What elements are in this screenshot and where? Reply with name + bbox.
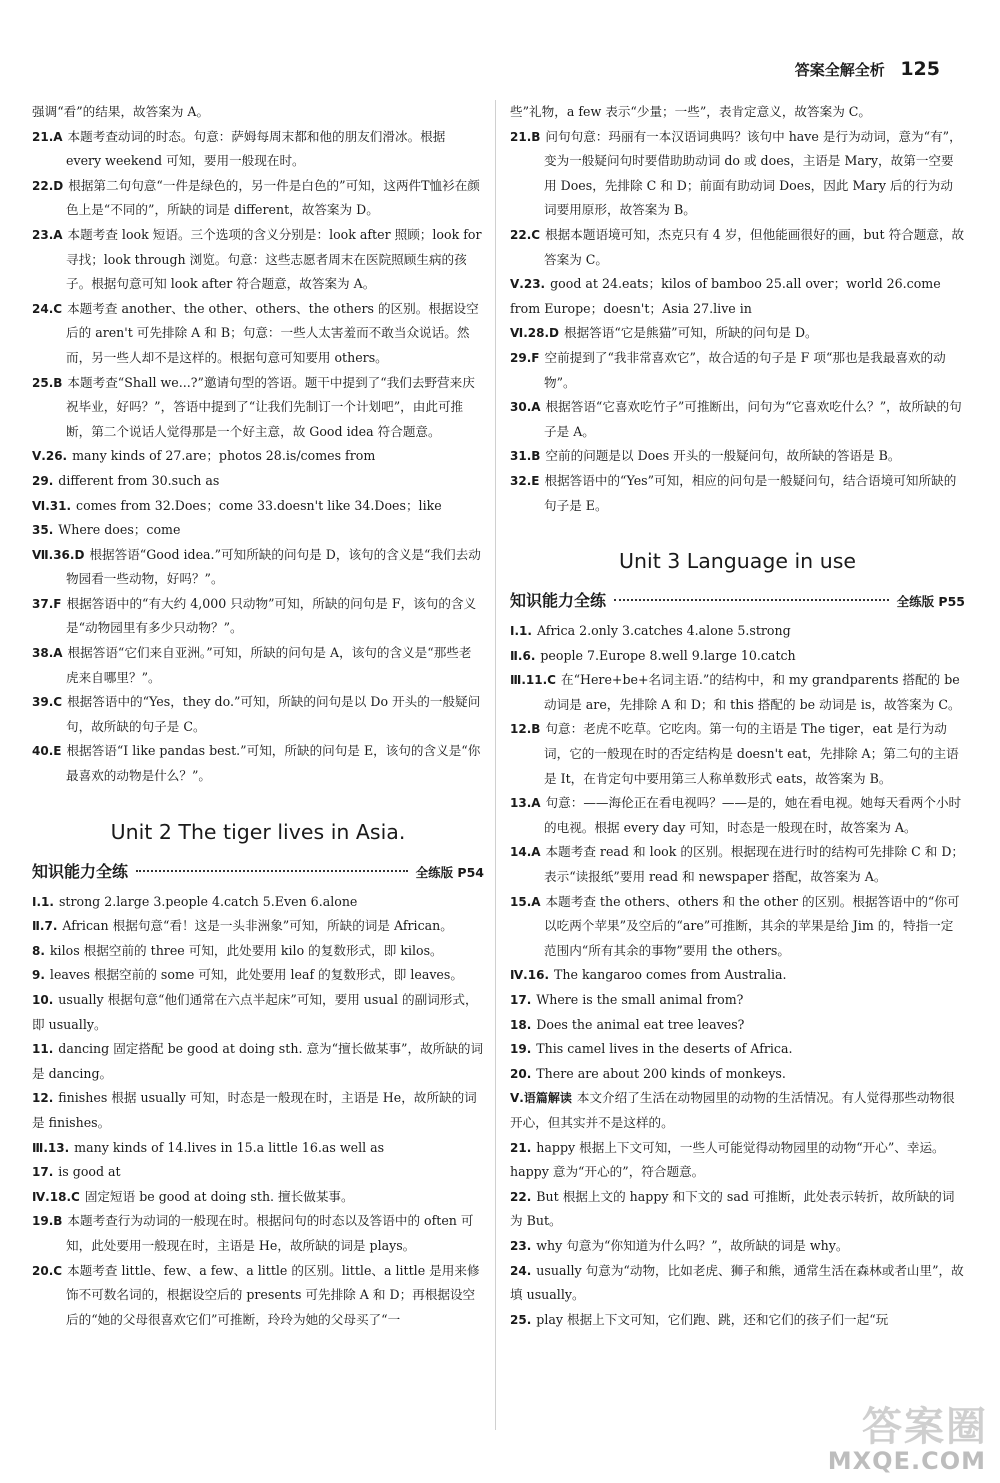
answer-label: Ⅳ.18.C bbox=[32, 1189, 80, 1204]
answer-entry bbox=[510, 1234, 965, 1259]
answer-text: finishes 根据 usually 可知，时态是一般现在时，主语是 He，故所缺的词是 finishes。 bbox=[32, 1090, 477, 1130]
page-header bbox=[795, 58, 940, 88]
answer-label: 37.F bbox=[32, 596, 62, 611]
answer-entry bbox=[32, 125, 484, 174]
unit3-title: Unit 3 Language in use bbox=[619, 549, 856, 574]
answer-text: 本题考查 the others、others 和 the other 的区别。根据答语中的“你可以吃两个苹果”及空后的“are”可推断，其余的苹果是给 Jim 的，特指一定范围内“所有其余的事物”要用 the others。 bbox=[544, 893, 960, 958]
answer-entry bbox=[32, 1086, 484, 1135]
unit3-section-bar bbox=[510, 588, 965, 615]
answer-text: 根据答语中的“Yes，they do.”可知，所缺的问句是以 Do 开头的一般疑问句，故所缺的句子是 C。 bbox=[66, 694, 481, 734]
unit2-section-ref: 全练版 P54 bbox=[415, 864, 484, 880]
answer-text: 本题考查 little、few、a few、a little 的区别。little、a little 是用来修饰不可数名词的，根据设空后的 presents 可先排除 A 和 D；再根据设空后的“她的父母很喜欢它们”可推断，玲玲为她的父母买了“一 bbox=[66, 1262, 480, 1327]
answer-label: Ⅵ.31. bbox=[32, 498, 72, 513]
answer-label: 30.A bbox=[510, 400, 541, 415]
answer-entry bbox=[32, 1037, 484, 1086]
answer-label: Ⅰ.1. bbox=[32, 894, 54, 909]
answer-entry bbox=[510, 444, 965, 469]
page-number: 125 bbox=[900, 58, 940, 80]
answer-text: 空前提到了“我非常喜欢它”，故合适的句子是 F 项“那也是我最喜欢的动物”。 bbox=[544, 349, 946, 390]
answer-label: 39.C bbox=[32, 695, 63, 710]
answer-entry bbox=[510, 717, 965, 791]
watermark-url: MXQE.COM bbox=[827, 1447, 986, 1475]
answer-label: 25. bbox=[510, 1312, 532, 1327]
right-answers-part2 bbox=[510, 619, 965, 1332]
answer-entry bbox=[510, 223, 965, 272]
leader-dots bbox=[136, 870, 408, 872]
answer-label: 21.B bbox=[510, 129, 541, 144]
answer-entry bbox=[32, 100, 484, 125]
answer-entry bbox=[32, 690, 484, 739]
answer-text: Does the animal eat tree leaves? bbox=[536, 1016, 745, 1032]
answer-text: strong 2.large 3.people 4.catch 5.Even 6.alone bbox=[58, 893, 358, 909]
answer-text: 根据本题语境可知，杰克只有 4 岁，但他能画很好的画，but 符合题意，故答案为 C。 bbox=[544, 226, 965, 267]
answer-entry bbox=[510, 346, 965, 395]
left-answers-part1 bbox=[32, 100, 484, 789]
answer-entry bbox=[32, 939, 484, 964]
answer-text: 根据答语“它喜欢吃竹子”可推断出，问句为“它喜欢吃什么？”，故所缺的句子是 A。 bbox=[544, 399, 962, 439]
answer-entry bbox=[32, 223, 484, 297]
answer-text: But 根据上文的 happy 和下文的 sad 可推断，此处表示转折，故所缺的词为 But。 bbox=[510, 1188, 955, 1229]
answer-text: 本题考查行为动词的一般现在时。根据问句的时态以及答语中的 often 可知，此处要用一般现在时，主语是 He，故所缺的词是 plays。 bbox=[66, 1213, 474, 1253]
answer-entry bbox=[510, 1136, 965, 1185]
column-divider bbox=[495, 100, 496, 1430]
answer-text: Africa 2.only 3.catches 4.alone 5.strong bbox=[536, 623, 791, 639]
answer-entry bbox=[32, 988, 484, 1037]
answer-text: 根据答语“它们来自亚洲。”可知，所缺的问句是 A，该句的含义是“那些老虎来自哪里？”。 bbox=[66, 645, 472, 685]
answer-text: 些”礼物，a few 表示“少量；一些”，表肯定意义，故答案为 C。 bbox=[510, 104, 872, 119]
answer-text: 根据答语“它是熊猫”可知，所缺的问句是 D。 bbox=[563, 325, 818, 341]
answer-entry bbox=[32, 371, 484, 445]
answer-entry bbox=[32, 1259, 484, 1333]
answer-text: dancing 固定搭配 be good at doing sth. 意为“擅长做某事”，故所缺的词是 dancing。 bbox=[32, 1041, 484, 1081]
answer-entry bbox=[510, 644, 965, 669]
answer-label: Ⅴ.26. bbox=[32, 449, 68, 464]
answer-text: play 根据上下文可知，它们跑、跳，还和它们的孩子们一起“玩 bbox=[536, 1311, 889, 1327]
answer-text: The kangaroo comes from Australia. bbox=[554, 967, 787, 983]
right-column bbox=[510, 100, 965, 1332]
answer-label: 25.B bbox=[32, 375, 63, 390]
answer-label: Ⅲ.13. bbox=[32, 1140, 70, 1155]
answer-label: 11. bbox=[32, 1042, 54, 1057]
answer-entry bbox=[510, 1308, 965, 1333]
answer-text: 根据答语“I like pandas best.”可知，所缺的问句是 E，该句的含义是“你最喜欢的动物是什么？”。 bbox=[66, 743, 481, 784]
answer-label: 20. bbox=[510, 1066, 532, 1081]
answer-entry bbox=[32, 1185, 484, 1210]
answer-label: 29.F bbox=[510, 350, 540, 365]
answer-entry bbox=[510, 963, 965, 988]
answer-entry bbox=[32, 543, 484, 592]
answer-text: 本题考查 another、the other、others、the others 的区别。根据设空后的 aren't 可先排除 A 和 B；句意：一些人太害羞而不敢当众说话。然而，另一些人却不是这样的。根据句意可知要用 others。 bbox=[66, 300, 479, 365]
right-answers-part1 bbox=[510, 100, 965, 518]
answer-entry bbox=[32, 1160, 484, 1185]
answer-label: 22.C bbox=[510, 227, 541, 242]
answer-entry bbox=[32, 592, 484, 641]
answer-text: happy 根据上下文可知，一些人可能觉得动物园里的动物“开心”、幸运。happy 意为“开心的”，符合题意。 bbox=[510, 1139, 945, 1180]
answer-label: 15.A bbox=[510, 894, 541, 909]
answer-label: Ⅱ.6. bbox=[510, 648, 536, 663]
answer-label: 13.A bbox=[510, 796, 541, 811]
answer-text: many kinds of 27.are；photos 28.is/comes from bbox=[72, 448, 376, 464]
answer-text: 根据答语“Good idea.”可知所缺的问句是 D，该句的含义是“我们去动物园看一些动物，好吗？”。 bbox=[66, 546, 481, 587]
answer-entry bbox=[510, 321, 965, 346]
answer-label: 35. bbox=[32, 523, 54, 538]
answer-text: 本题考查动词的时态。句意：萨姆每周末都和他的朋友们滑冰。根据 every weekend 可知，要用一般现在时。 bbox=[66, 128, 446, 169]
answer-entry bbox=[32, 963, 484, 988]
answer-label: 22.D bbox=[32, 178, 64, 193]
leader-dots bbox=[614, 599, 889, 601]
answer-label: Ⅳ.16. bbox=[510, 968, 549, 983]
answer-label: 24.C bbox=[32, 301, 63, 316]
answer-entry bbox=[510, 1086, 965, 1135]
answer-entry bbox=[510, 395, 965, 444]
answer-entry bbox=[32, 914, 484, 939]
answer-text: 本题考查 read 和 look 的区别。根据现在进行时的结构可先排除 C 和 D；表示“读报纸”要用 read 和 newspaper 搭配，故答案为 A。 bbox=[544, 844, 965, 885]
answer-text: 根据答语中的“有大约 4,000 只动物”可知，所缺的问句是 F，该句的含义是“动物园里有多少只动物？”。 bbox=[66, 595, 477, 636]
left-column bbox=[32, 100, 484, 1332]
answer-text: 问句句意：玛丽有一本汉语词典吗？该句中 have 是行为动词，意为“有”，变为一般疑问句时要借助助动词 do 或 does，主语是 Mary，故第一空要用 Does，先排除 C 和 D；前面有助动词 Does，因此 Mary 后的行为动词要用原形，故答案为 B。 bbox=[544, 128, 962, 218]
answer-text: 根据第二句句意“一件是绿色的，另一件是白色的”可知，这两件T恤衫在颜色上是“不同的”，所缺的词是 different，故答案为 D。 bbox=[66, 177, 480, 218]
answer-entry bbox=[32, 494, 484, 519]
answer-text: why 句意为“你知道为什么吗？”，故所缺的词是 why。 bbox=[536, 1237, 849, 1253]
answer-entry bbox=[32, 1209, 484, 1258]
answer-text: good at 24.eats；kilos of bamboo 25.all over；world 26.come from Europe；doesn't；Asia 27.live in bbox=[510, 276, 941, 316]
unit3-section-name: 知识能力全练 bbox=[510, 591, 607, 611]
answer-entry bbox=[510, 1037, 965, 1062]
answer-label: 18. bbox=[510, 1017, 532, 1032]
watermark bbox=[827, 1395, 988, 1475]
answer-label: Ⅱ.7. bbox=[32, 919, 58, 934]
answer-text: 强调“看”的结果，故答案为 A。 bbox=[32, 104, 210, 119]
answer-entry bbox=[510, 272, 965, 321]
answer-text: people 7.Europe 8.well 9.large 10.catch bbox=[540, 647, 796, 663]
answer-text: 固定短语 be good at doing sth. 擅长做某事。 bbox=[84, 1188, 354, 1204]
answer-text: 本题考查“Shall we...?”邀请句型的答语。题干中提到了“我们去野营来庆祝毕业，好吗？”，答语中提到了“让我们先制订一个计划吧”，由此可推断，第二个说话人觉得那是一个好主意，故 Good idea 符合题意。 bbox=[66, 374, 475, 439]
unit3-section-ref: 全练版 P55 bbox=[896, 594, 965, 610]
answer-text: different from 30.such as bbox=[58, 472, 220, 488]
answer-text: 在“Here+be+名词主语.”的结构中，和 my grandparents 搭配的 be 动词是 are，先排除 A 和 D；和 this 搭配的 be 动词是 is，故答案为 C。 bbox=[544, 672, 961, 712]
answer-label: 21. bbox=[510, 1140, 532, 1155]
answer-text: many kinds of 14.lives in 15.a little 16.as well as bbox=[74, 1139, 385, 1155]
answer-label: 21.A bbox=[32, 129, 63, 144]
answer-text: is good at bbox=[58, 1164, 121, 1180]
answer-text: Where is the small animal from? bbox=[536, 992, 744, 1007]
answer-label: 20.C bbox=[32, 1263, 63, 1278]
answer-label: 19. bbox=[510, 1042, 532, 1057]
answer-label: Ⅵ.28.D bbox=[510, 326, 559, 341]
answer-text: 根据答语中的“Yes”可知，相应的问句是一般疑问句，结合语境可知所缺的句子是 E。 bbox=[544, 472, 957, 513]
answer-text: Where does；come bbox=[58, 522, 181, 538]
answer-label: 10. bbox=[32, 993, 54, 1007]
answer-label: Ⅲ.11.C bbox=[510, 673, 556, 688]
answer-label: 23.A bbox=[32, 227, 63, 242]
answer-label: Ⅶ.36.D bbox=[32, 547, 85, 562]
answer-entry bbox=[510, 890, 965, 964]
answer-label: 23. bbox=[510, 1238, 532, 1253]
unit2-title: Unit 2 The tiger lives in Asia. bbox=[110, 819, 406, 844]
answer-label: 17. bbox=[32, 1165, 54, 1180]
answer-label: Ⅴ.23. bbox=[510, 277, 546, 292]
left-answers-part2 bbox=[32, 890, 484, 1333]
answer-text: 本题考查 look 短语。三个选项的含义分别是：look after 照顾；look for 寻找；look through 浏览。句意：这些志愿者周末在医院照顾生病的孩子。根据句意可知 look after 符合题意，故答案为 A。 bbox=[66, 226, 482, 292]
answer-entry bbox=[510, 1013, 965, 1038]
answer-entry bbox=[510, 100, 965, 125]
answer-text: comes from 32.Does；come 33.doesn't like 34.Does；like bbox=[76, 497, 442, 513]
answer-label: 9. bbox=[32, 968, 45, 983]
answer-text: leaves 根据空前的 some 可知，此处要用 leaf 的复数形式，即 leaves。 bbox=[49, 967, 463, 983]
answer-entry bbox=[510, 469, 965, 518]
answer-label: 12.B bbox=[510, 722, 541, 737]
answer-label: Ⅴ.语篇解读 bbox=[510, 1091, 572, 1106]
answer-label: 12. bbox=[32, 1091, 54, 1106]
answer-label: 40.E bbox=[32, 744, 62, 759]
answer-entry bbox=[510, 988, 965, 1013]
answer-label: 8. bbox=[32, 943, 45, 958]
answer-text: 句意：老虎不吃草。它吃肉。第一句的主语是 The tiger，eat 是行为动词，它的一般现在时的否定结构是 doesn't eat，先排除 A；第二句的主语是 It，在肯定句中要用第三人称单数形式 eats，故答案为 B。 bbox=[544, 721, 959, 786]
answer-entry bbox=[510, 1185, 965, 1234]
answer-text: This camel lives in the deserts of Africa. bbox=[536, 1041, 793, 1057]
answer-label: 32.E bbox=[510, 473, 540, 488]
unit2-section-bar bbox=[32, 859, 484, 886]
answer-entry bbox=[510, 125, 965, 223]
answer-entry bbox=[510, 1259, 965, 1308]
unit2-section-name: 知识能力全练 bbox=[32, 861, 129, 881]
answer-entry bbox=[32, 641, 484, 690]
answer-entry bbox=[32, 739, 484, 788]
answer-label: 17. bbox=[510, 993, 532, 1007]
answer-text: 空前的问题是以 Does 开头的一般疑问句，故所缺的答语是 B。 bbox=[545, 448, 901, 464]
answer-text: There are about 200 kinds of monkeys. bbox=[536, 1065, 786, 1081]
answer-entry bbox=[510, 619, 965, 644]
answer-label: 38.A bbox=[32, 646, 63, 661]
answer-label: 31.B bbox=[510, 449, 541, 464]
answer-text: kilos 根据空前的 three 可知，此处要用 kilo 的复数形式，即 kilos。 bbox=[49, 942, 443, 958]
answer-label: 19.B bbox=[32, 1214, 63, 1229]
answer-entry bbox=[32, 174, 484, 223]
answer-entry bbox=[32, 444, 484, 469]
answer-entry bbox=[32, 890, 484, 915]
answer-entry bbox=[32, 518, 484, 543]
header-title: 答案全解全析 bbox=[794, 60, 885, 79]
answer-text: African 根据句意“看！这是一头非洲象”可知，所缺的词是 African。 bbox=[62, 918, 453, 934]
answer-text: usually 根据句意“他们通常在六点半起床”可知，要用 usual 的副词形式，即 usually。 bbox=[32, 992, 478, 1032]
answer-entry bbox=[510, 668, 965, 717]
answer-entry bbox=[510, 840, 965, 889]
answer-entry bbox=[32, 1136, 484, 1161]
answer-label: 24. bbox=[510, 1263, 532, 1278]
watermark-logo: 答案圈 bbox=[862, 1404, 988, 1450]
answer-label: 29. bbox=[32, 473, 54, 488]
answer-entry bbox=[510, 791, 965, 840]
answer-entry bbox=[510, 1062, 965, 1087]
answer-text: 句意：——海伦正在看电视吗？——是的，她在看电视。她每天看两个小时的电视。根据 every day 可知，时态是一般现在时，故答案为 A。 bbox=[544, 795, 962, 835]
answer-entry bbox=[32, 469, 484, 494]
answer-entry bbox=[32, 297, 484, 371]
answer-label: Ⅰ.1. bbox=[510, 624, 532, 639]
answer-label: 22. bbox=[510, 1189, 532, 1204]
answer-text: 本文介绍了生活在动物园里的动物的生活情况。有人觉得那些动物很开心，但其实并不是这样的。 bbox=[510, 1090, 955, 1130]
answer-text: usually 句意为“动物，比如老虎、狮子和熊，通常生活在森林或者山里”，故填 usually。 bbox=[510, 1262, 964, 1303]
answer-label: 14.A bbox=[510, 845, 541, 860]
